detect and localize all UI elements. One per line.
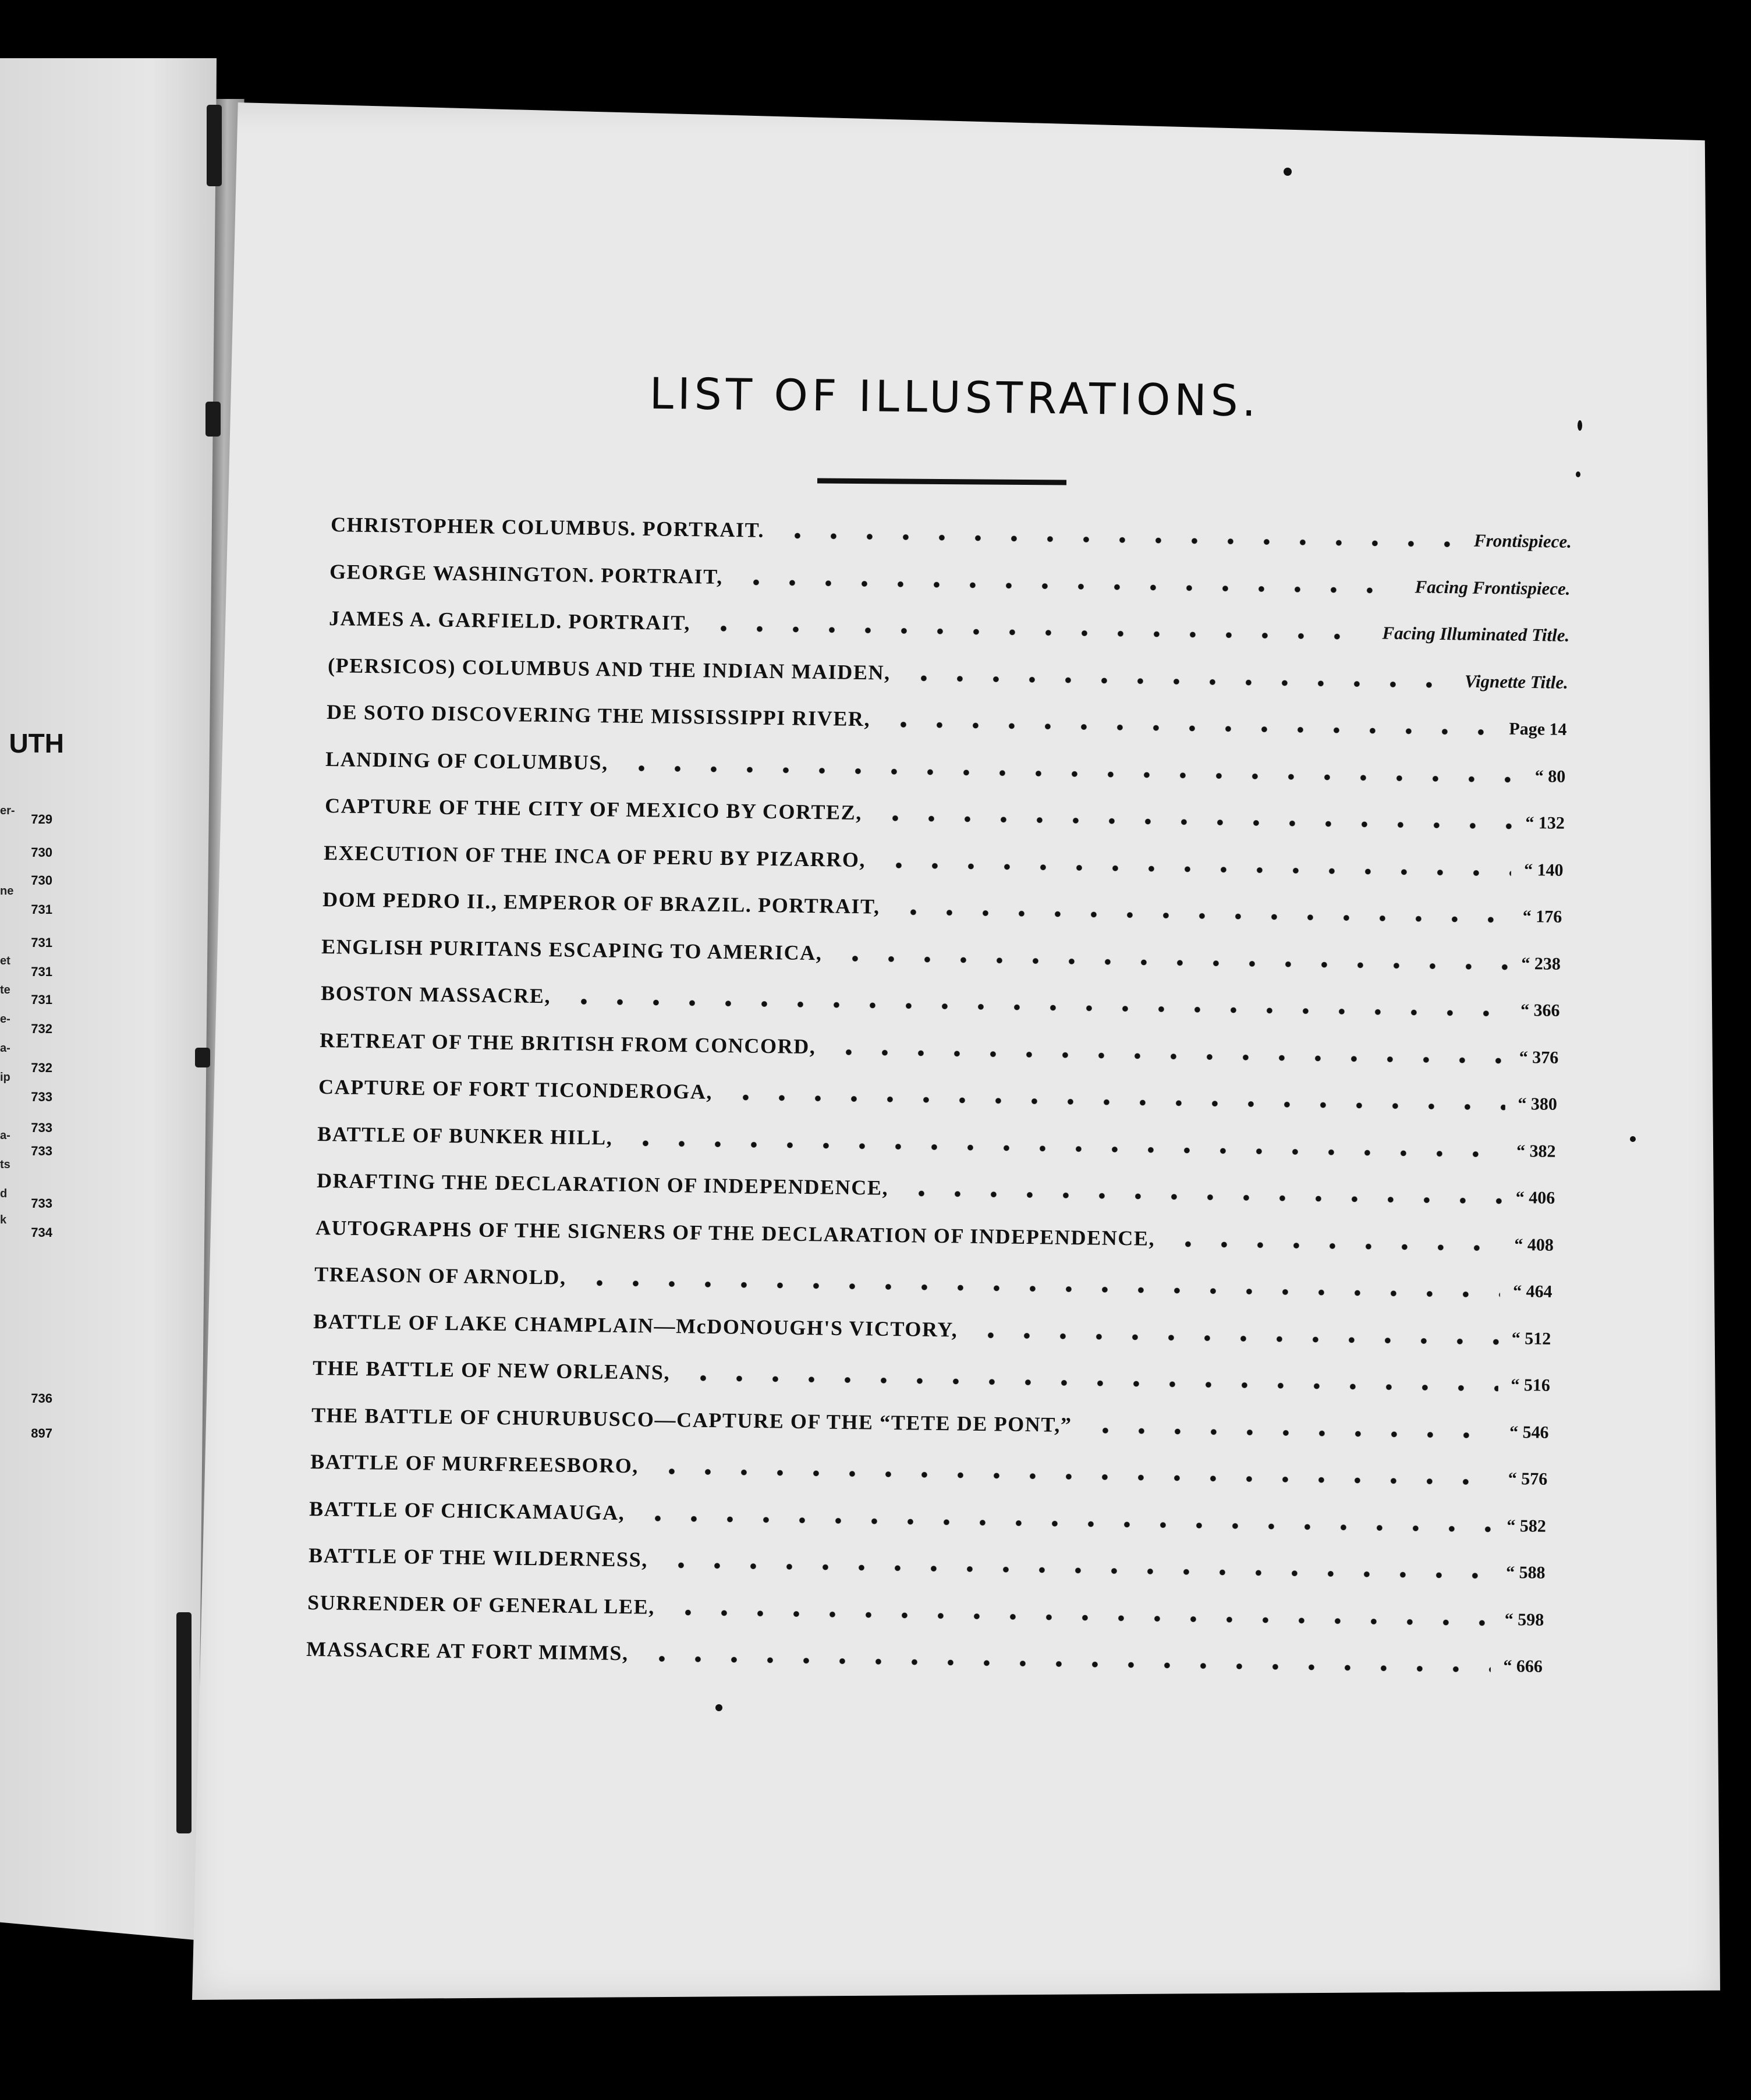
illustration-entry (325, 747, 1566, 798)
illustration-entry (315, 1215, 1554, 1267)
dot-leader (643, 1653, 1490, 1676)
illustration-entry (320, 981, 1559, 1032)
illustration-title: THE BATTLE OF NEW ORLEANS, (312, 1356, 670, 1385)
illustration-page-ref: “ 582 (1507, 1516, 1547, 1536)
illustration-title: BATTLE OF MURFREESBORO, (310, 1450, 639, 1478)
illustration-title: BATTLE OF THE WILDERNESS, (308, 1544, 648, 1572)
illustration-title: SURRENDER OF GENERAL LEE, (307, 1590, 655, 1619)
illustration-page-ref: Facing Illuminated Title. (1381, 622, 1569, 645)
illustration-page-ref: “ 238 (1521, 953, 1561, 974)
illustration-page-ref: “ 666 (1503, 1656, 1543, 1676)
previous-page-text-fragment: k (0, 1214, 7, 1226)
illustration-title: DE SOTO DISCOVERING THE MISSISSIPPI RIVER, (326, 700, 871, 731)
illustration-title: BATTLE OF CHICKAMAUGA, (309, 1496, 625, 1524)
previous-page-number: 730 (31, 845, 52, 860)
previous-page-number: 731 (31, 964, 52, 979)
dot-leader (565, 996, 1507, 1020)
illustration-entry (310, 1449, 1548, 1500)
dot-leader (581, 1277, 1500, 1301)
dot-leader (738, 576, 1402, 597)
illustration-page-ref: “ 598 (1504, 1609, 1544, 1630)
dot-leader (705, 622, 1369, 643)
illustration-entry (324, 793, 1565, 845)
previous-page-text-fragment: d (0, 1187, 8, 1200)
illustration-page-ref: “ 176 (1522, 906, 1562, 927)
illustration-title: GEORGE WASHINGTON. PORTRAIT, (329, 559, 724, 588)
illustration-page-ref: “ 406 (1515, 1187, 1555, 1208)
illustration-entry (328, 606, 1569, 657)
previous-page-text-fragment: e- (0, 1013, 10, 1026)
illustration-entry (317, 1122, 1556, 1173)
dot-leader (837, 952, 1508, 973)
previous-page-text-fragment: ne (0, 885, 14, 898)
illustration-page-ref: “ 140 (1523, 860, 1564, 880)
print-speck (1630, 1136, 1636, 1142)
previous-page-number: 730 (31, 873, 52, 888)
previous-page-number: 734 (31, 1225, 52, 1240)
illustration-page-ref: “ 464 (1512, 1281, 1552, 1301)
illustration-title: MASSACRE AT FORT MIMMS, (306, 1637, 629, 1665)
previous-page-text-fragment: er- (0, 804, 15, 817)
illustration-title: AUTOGRAPHS OF THE SIGNERS OF THE DECLARATION OF INDEPENDENCE, (315, 1215, 1155, 1250)
illustration-entry (311, 1403, 1548, 1454)
dot-leader (779, 530, 1461, 550)
illustration-title: BOSTON MASSACRE, (320, 981, 551, 1008)
illustration-entry (331, 512, 1572, 563)
previous-page-text-fragment: ip (0, 1071, 10, 1084)
illustration-entry (322, 887, 1562, 938)
illustration-entry (309, 1496, 1547, 1548)
illustration-page-ref: “ 382 (1516, 1141, 1557, 1161)
illustration-title: CAPTURE OF FORT TICONDEROGA, (318, 1075, 713, 1104)
illustration-entry (327, 653, 1568, 704)
illustration-title: DOM PEDRO II., EMPEROR OF BRAZIL. PORTRAIT, (322, 888, 880, 918)
page-title: LIST OF ILLUSTRATIONS. (649, 368, 1260, 427)
previous-page-text-fragment: et (0, 955, 10, 967)
illustration-page-ref: Frontispiece. (1473, 530, 1572, 552)
previous-page-number: 733 (31, 1120, 52, 1135)
print-speck (715, 1704, 722, 1711)
illustration-page-ref: “ 546 (1509, 1422, 1549, 1442)
dot-leader (905, 672, 1452, 690)
dot-leader (881, 859, 1511, 879)
illustration-title: RETREAT OF THE BRITISH FROM CONCORD, (319, 1028, 816, 1058)
dot-leader (1087, 1424, 1497, 1441)
illustration-entry (313, 1309, 1551, 1360)
previous-page-number: 731 (31, 992, 52, 1007)
illustration-page-ref: Page 14 (1509, 719, 1567, 739)
dot-leader (973, 1329, 1499, 1347)
illustration-entry (327, 700, 1567, 751)
print-speck (1284, 168, 1292, 176)
illustration-entry (321, 934, 1561, 985)
dot-leader (640, 1512, 1494, 1535)
previous-page-text-fragment: a- (0, 1042, 10, 1055)
previous-page-number: 729 (31, 812, 52, 826)
illustration-entry (319, 1028, 1558, 1079)
dot-leader (728, 1091, 1505, 1113)
illustration-page-ref: Vignette Title. (1464, 671, 1568, 693)
dot-leader (885, 719, 1497, 739)
previous-page-text-fragment: a- (0, 1129, 10, 1142)
previous-page-number: 731 (31, 935, 52, 950)
previous-page-number: 736 (31, 1391, 52, 1406)
print-speck (1578, 420, 1582, 431)
dot-leader (903, 1187, 1502, 1207)
illustration-page-ref: “ 366 (1520, 1000, 1560, 1020)
illustration-page-ref: “ 576 (1508, 1468, 1548, 1489)
illustration-title: LANDING OF COLUMBUS, (325, 747, 609, 774)
illustration-page-ref: “ 512 (1511, 1328, 1551, 1349)
illustration-entry (307, 1590, 1544, 1641)
illustration-title: JAMES A. GARFIELD. PORTRAIT, (328, 606, 690, 635)
previous-page-text-fragment: ts (0, 1158, 10, 1171)
illustration-title: (PERSICOS) COLUMBUS AND THE INDIAN MAIDEN, (327, 653, 891, 684)
print-speck (1576, 471, 1580, 477)
illustration-title: TREASON OF ARNOLD, (314, 1262, 566, 1289)
illustration-title: CAPTURE OF THE CITY OF MEXICO BY CORTEZ, (324, 794, 862, 825)
illustration-page-ref: “ 376 (1519, 1047, 1559, 1067)
illustration-page-ref: “ 408 (1513, 1235, 1554, 1255)
previous-page-number: 733 (31, 1090, 52, 1104)
dot-leader (877, 812, 1512, 832)
previous-page-text-fragment: te (0, 984, 10, 996)
illustration-title: THE BATTLE OF CHURUBUSCO—CAPTURE OF THE “TETE DE PONT,” (311, 1403, 1072, 1436)
dot-leader (1170, 1238, 1502, 1254)
dot-leader (623, 762, 1522, 785)
previous-page-number: 731 (31, 902, 52, 917)
illustration-page-ref: Facing Frontispiece. (1415, 576, 1571, 599)
previous-page-number: 732 (31, 1060, 52, 1075)
dot-leader (662, 1559, 1493, 1582)
previous-page-number: 733 (31, 1196, 52, 1211)
illustration-entry (314, 1262, 1552, 1313)
illustration-title: ENGLISH PURITANS ESCAPING TO AMERICA, (321, 934, 823, 964)
illustration-entry (312, 1356, 1550, 1407)
illustration-entry (318, 1074, 1558, 1126)
dot-leader (628, 1137, 1504, 1160)
illustration-title: BATTLE OF BUNKER HILL, (317, 1122, 613, 1150)
dot-leader (654, 1466, 1495, 1488)
illustration-page-ref: “ 516 (1510, 1375, 1550, 1395)
previous-page-number: 732 (31, 1021, 52, 1036)
previous-page-number: 897 (31, 1426, 52, 1441)
dot-leader (895, 906, 1509, 926)
illustration-entry (329, 559, 1571, 611)
illustration-title: EXECUTION OF THE INCA OF PERU BY PIZARRO, (323, 840, 866, 871)
illustration-entry (306, 1637, 1543, 1688)
illustration-title: BATTLE OF LAKE CHAMPLAIN—McDONOUGH'S VICTORY, (313, 1309, 958, 1341)
illustration-page-ref: “ 80 (1534, 766, 1566, 786)
illustration-page-ref: “ 380 (1518, 1094, 1558, 1114)
dot-leader (831, 1046, 1507, 1066)
previous-page-heading: UTH (9, 728, 64, 758)
illustration-title: DRAFTING THE DECLARATION OF INDEPENDENCE, (316, 1169, 888, 1200)
illustration-page-ref: “ 132 (1525, 813, 1565, 833)
illustration-entry (308, 1543, 1545, 1594)
illustration-title: CHRISTOPHER COLUMBUS. PORTRAIT. (330, 513, 765, 542)
illustration-page-ref: “ 588 (1505, 1562, 1546, 1583)
illustration-entry (316, 1168, 1555, 1219)
dot-leader (669, 1606, 1491, 1629)
illustration-entry (323, 840, 1563, 892)
previous-page-number: 733 (31, 1144, 52, 1158)
dot-leader (685, 1372, 1498, 1394)
